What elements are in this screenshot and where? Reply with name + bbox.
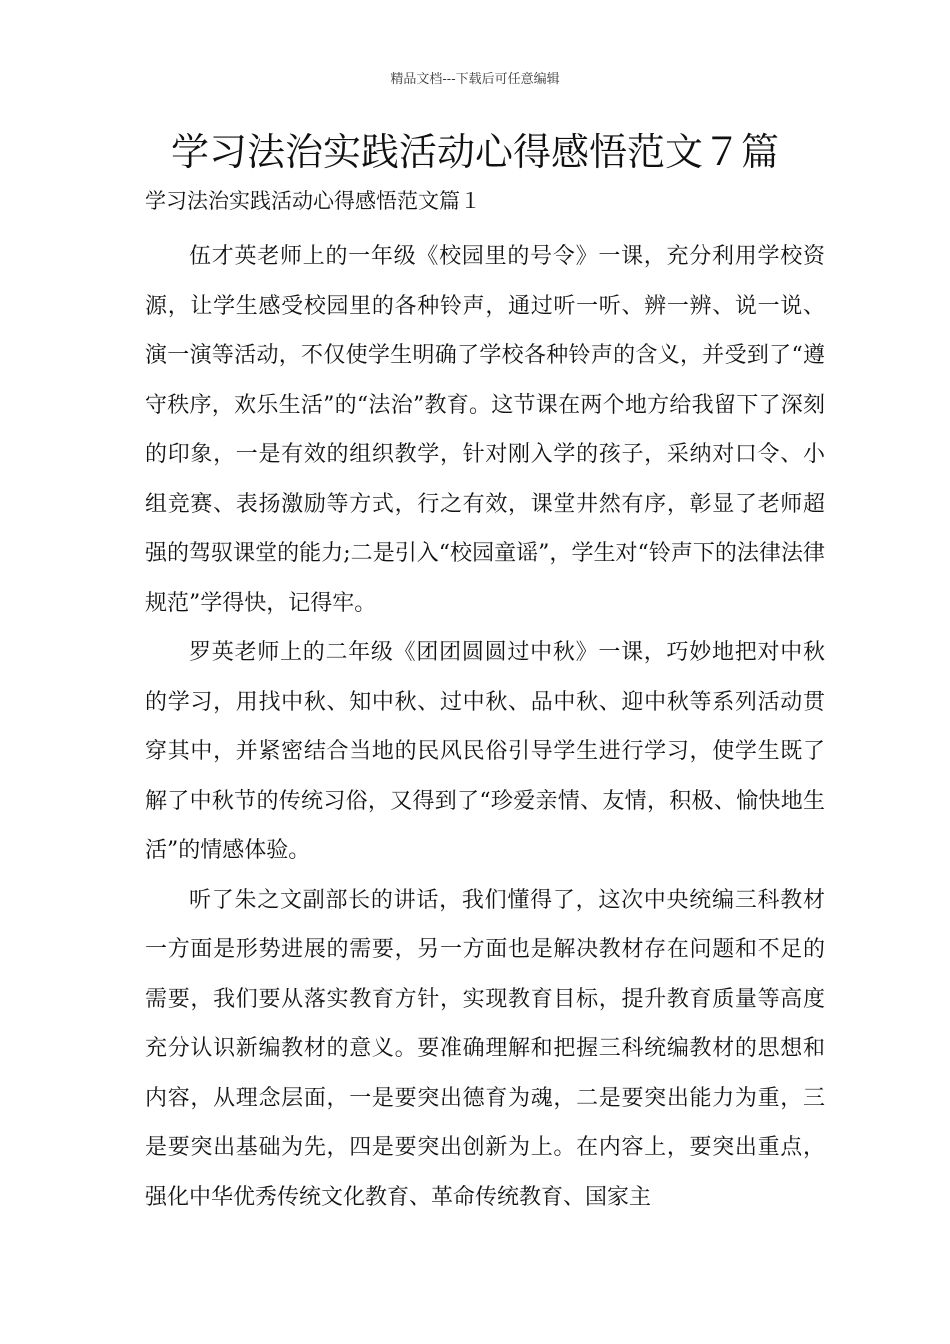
section-heading: 学习法治实践活动心得感悟范文篇１ <box>145 189 481 213</box>
paragraph: 伍才英老师上的一年级《校园里的号令》一课，充分利用学校资源，让学生感受校园里的各种铃声，通过听一听、辨一辨、说一说、演一演等活动，不仅使学生明确了学校各种铃声的含义，并受到了“遵守秩序，欢乐生活”的“法治”教育。这节课在两个地方给我留下了深刻的印象，一是有效的组织教学，针对刚入学的孩子，采纳对口令、小组竞赛、表扬激励等方式，行之有效，课堂井然有序，彰显了老师超强的驾驭课堂的能力;二是引入“校园童谣”，学生对“铃声下的法律法律规范”学得快，记得牢。 <box>145 244 825 616</box>
paragraph: 听了朱之文副部长的讲话，我们懂得了，这次中央统编三科教材一方面是形势进展的需要，另一方面也是解决教材存在问题和不足的需要，我们要从落实教育方针，实现教育目标，提升教育质量等高度充分认识新编教材的意义。要准确理解和把握三科统编教材的思想和内容，从理念层面，一是要突出德育为魂，二是要突出能力为重，三是要突出基础为先，四是要突出创新为上。在内容上，要突出重点，强化中华优秀传统文化教育、革命传统教育、国家主 <box>145 887 825 1210</box>
header-note: 精品文档---下载后可任意编辑 <box>390 72 560 87</box>
body-text <box>145 232 825 1222</box>
document-title: 学习法治实践活动心得感悟范文７篇 <box>170 130 779 174</box>
paragraph: 罗英老师上的二年级《团团圆圆过中秋》一课，巧妙地把对中秋的学习，用找中秋、知中秋、过中秋、品中秋、迎中秋等系列活动贯穿其中，并紧密结合当地的民风民俗引导学生进行学习，使学生既了解了中秋节的传统习俗，又得到了“珍爱亲情、友情，积极、愉快地生活”的情感体验。 <box>145 640 825 863</box>
